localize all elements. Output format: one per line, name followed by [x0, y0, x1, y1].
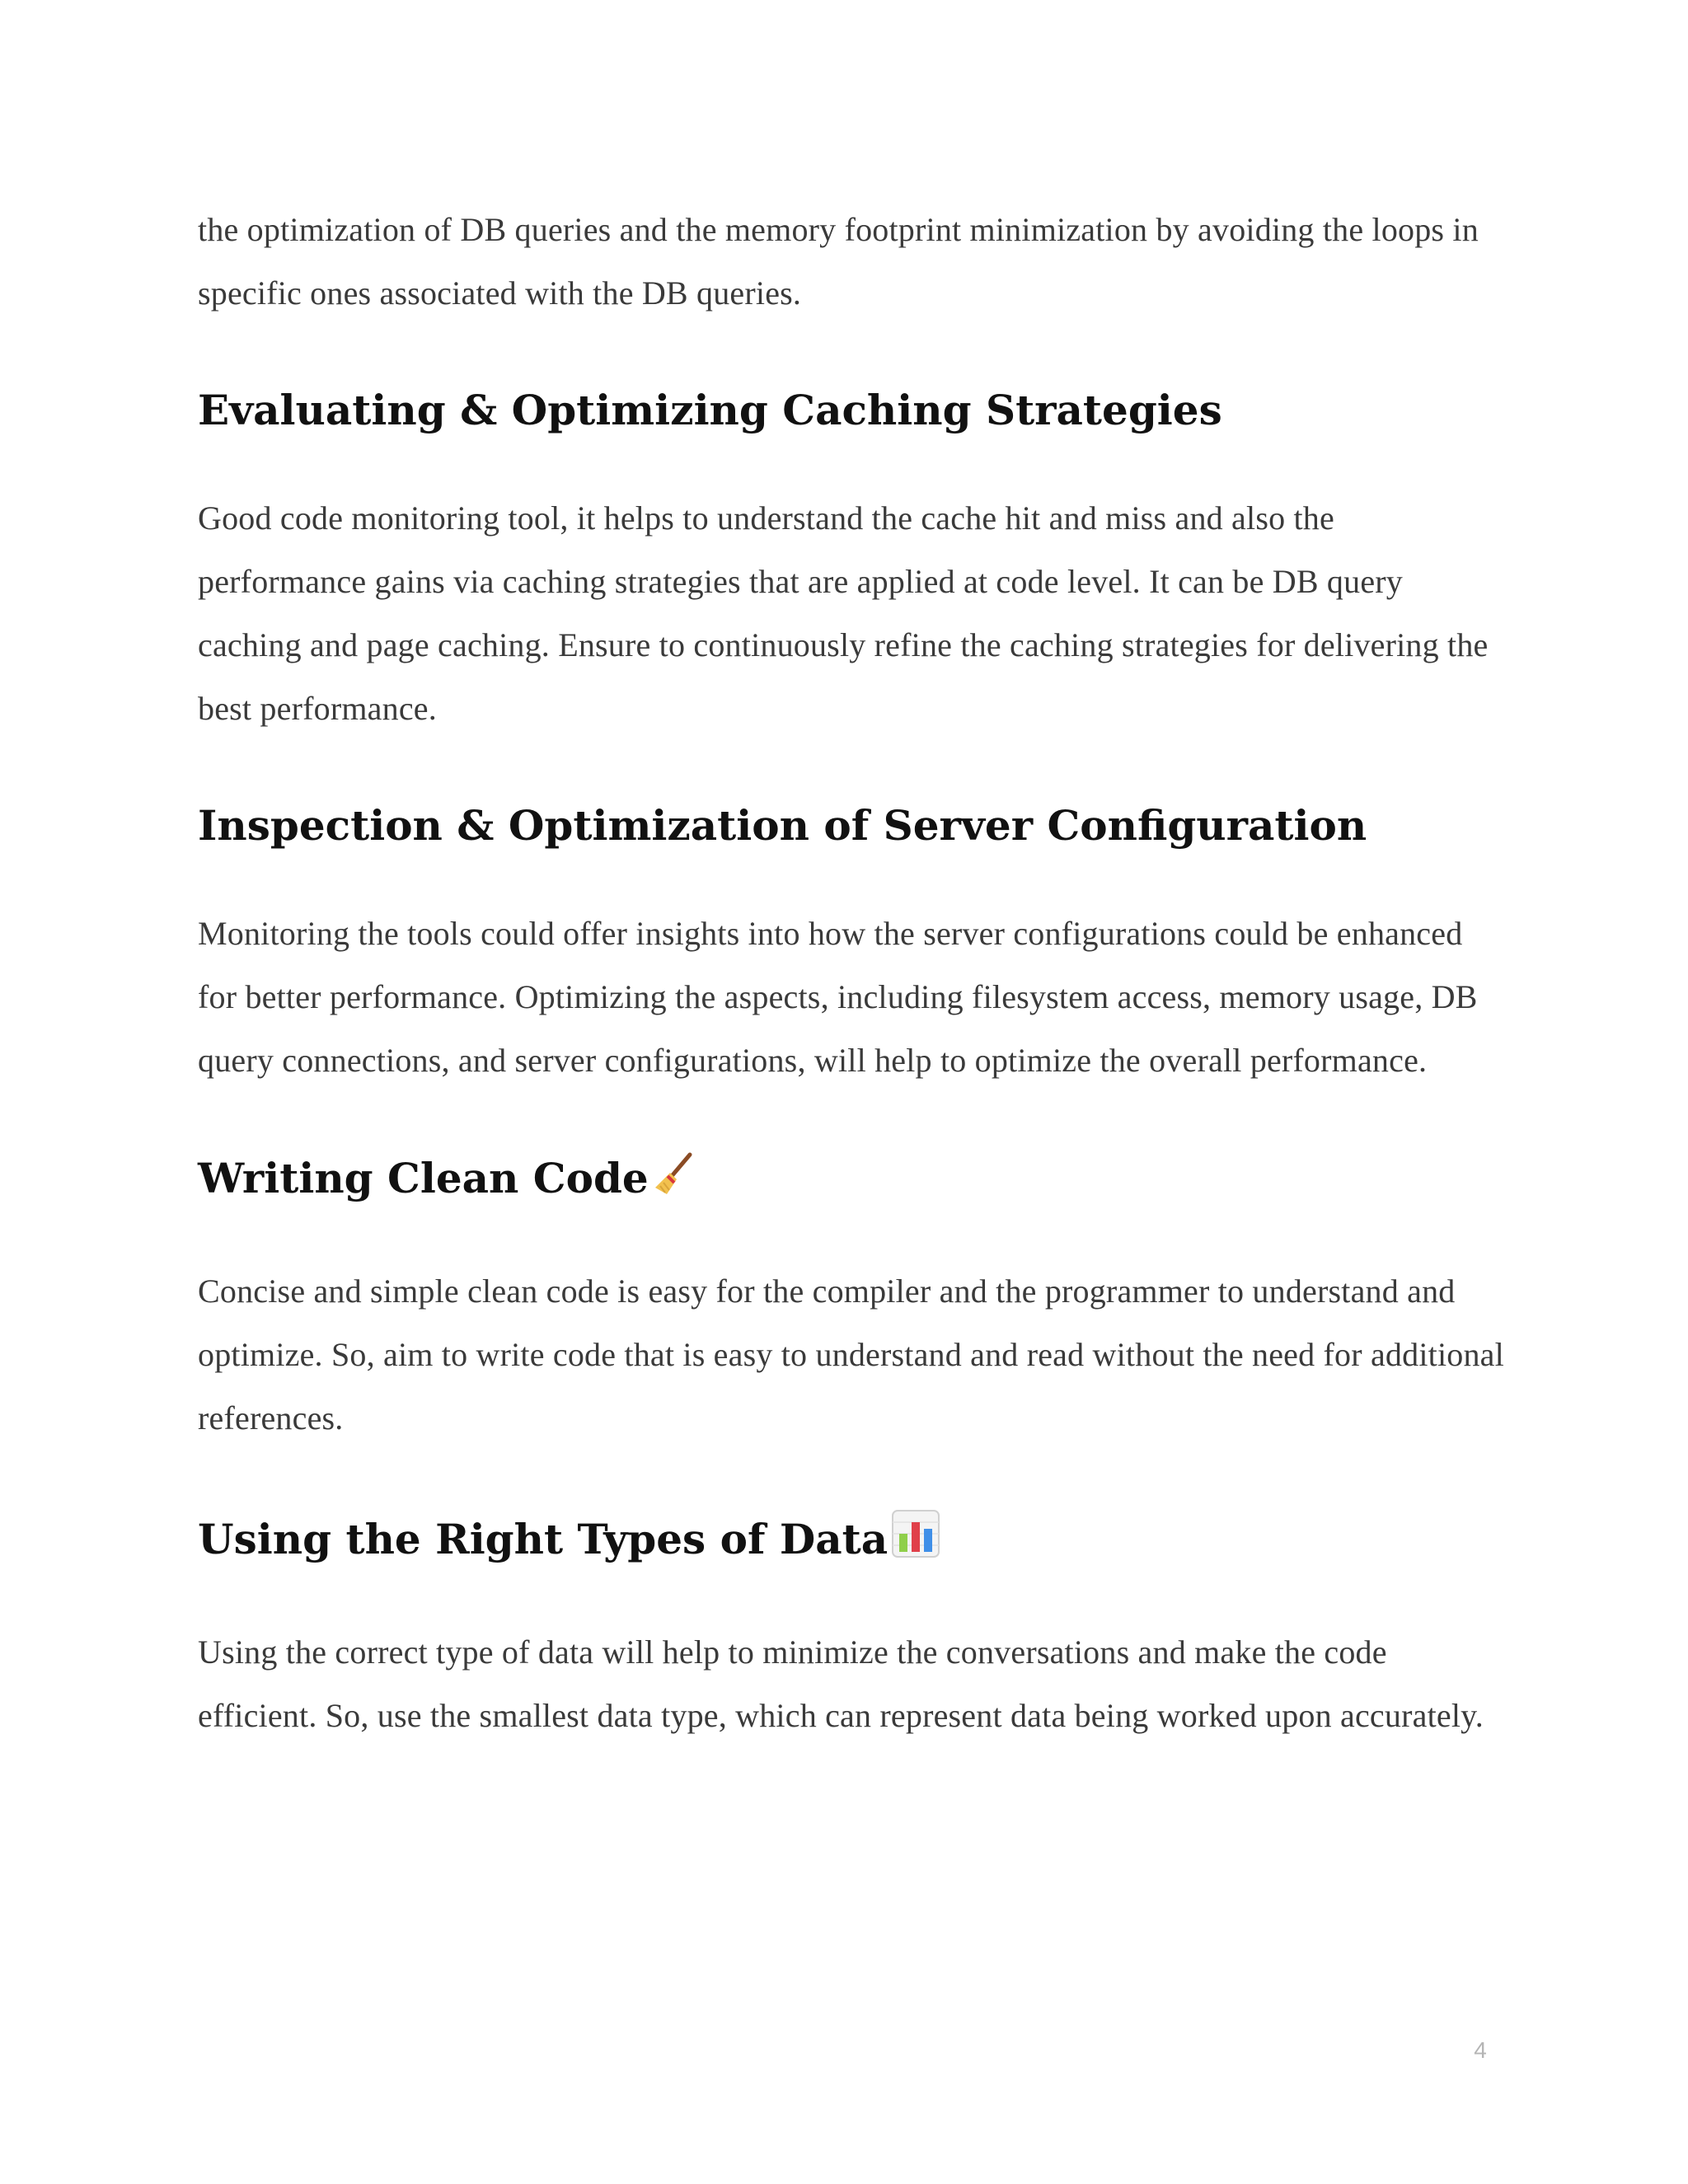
section-server-config — [198, 799, 1508, 1092]
section-heading — [198, 1151, 1508, 1210]
section-data-types — [198, 1509, 1508, 1747]
broom-icon — [652, 1151, 695, 1210]
section-caching — [198, 384, 1508, 740]
section-body: Using the correct type of data will help to minimize the conversations and make the code efficient. So, use the smallest data type, which can represent data being worked upon accurately. — [198, 1633, 1484, 1734]
section-heading-text: Writing Clean Code — [198, 1154, 649, 1202]
section-body: Concise and simple clean code is easy for the compiler and the programmer to understand and optimize. So, aim to write code that is easy to understand and read without the need for additional references. — [198, 1272, 1504, 1436]
section-heading: Evaluating & Optimizing Caching Strategies — [198, 386, 1222, 434]
section-body: Good code monitoring tool, it helps to understand the cache hit and miss and also the performance gains via caching strategies that are applied at code level. It can be DB query caching and page caching. Ensure to continuously refine the caching strategies for delivering the best performance. — [198, 499, 1489, 727]
page-number: 4 — [1474, 2037, 1487, 2063]
section-clean-code — [198, 1151, 1508, 1450]
intro-paragraph: the optimization of DB queries and the memory footprint minimization by avoiding the loops in specific ones associated with the DB queries. — [198, 211, 1479, 312]
section-body: Monitoring the tools could offer insights into how the server configurations could be enhanced for better performance. Optimizing the aspects, including filesystem access, memory usage, DB query connections, and server configurations, will help to optimize the overall performance. — [198, 915, 1478, 1079]
page-content — [198, 198, 1508, 1747]
bar-chart-icon — [891, 1509, 940, 1571]
section-heading-text: Using the Right Types of Data — [198, 1515, 889, 1563]
section-heading: Inspection & Optimization of Server Configuration — [198, 801, 1367, 850]
section-heading — [198, 1509, 1508, 1571]
